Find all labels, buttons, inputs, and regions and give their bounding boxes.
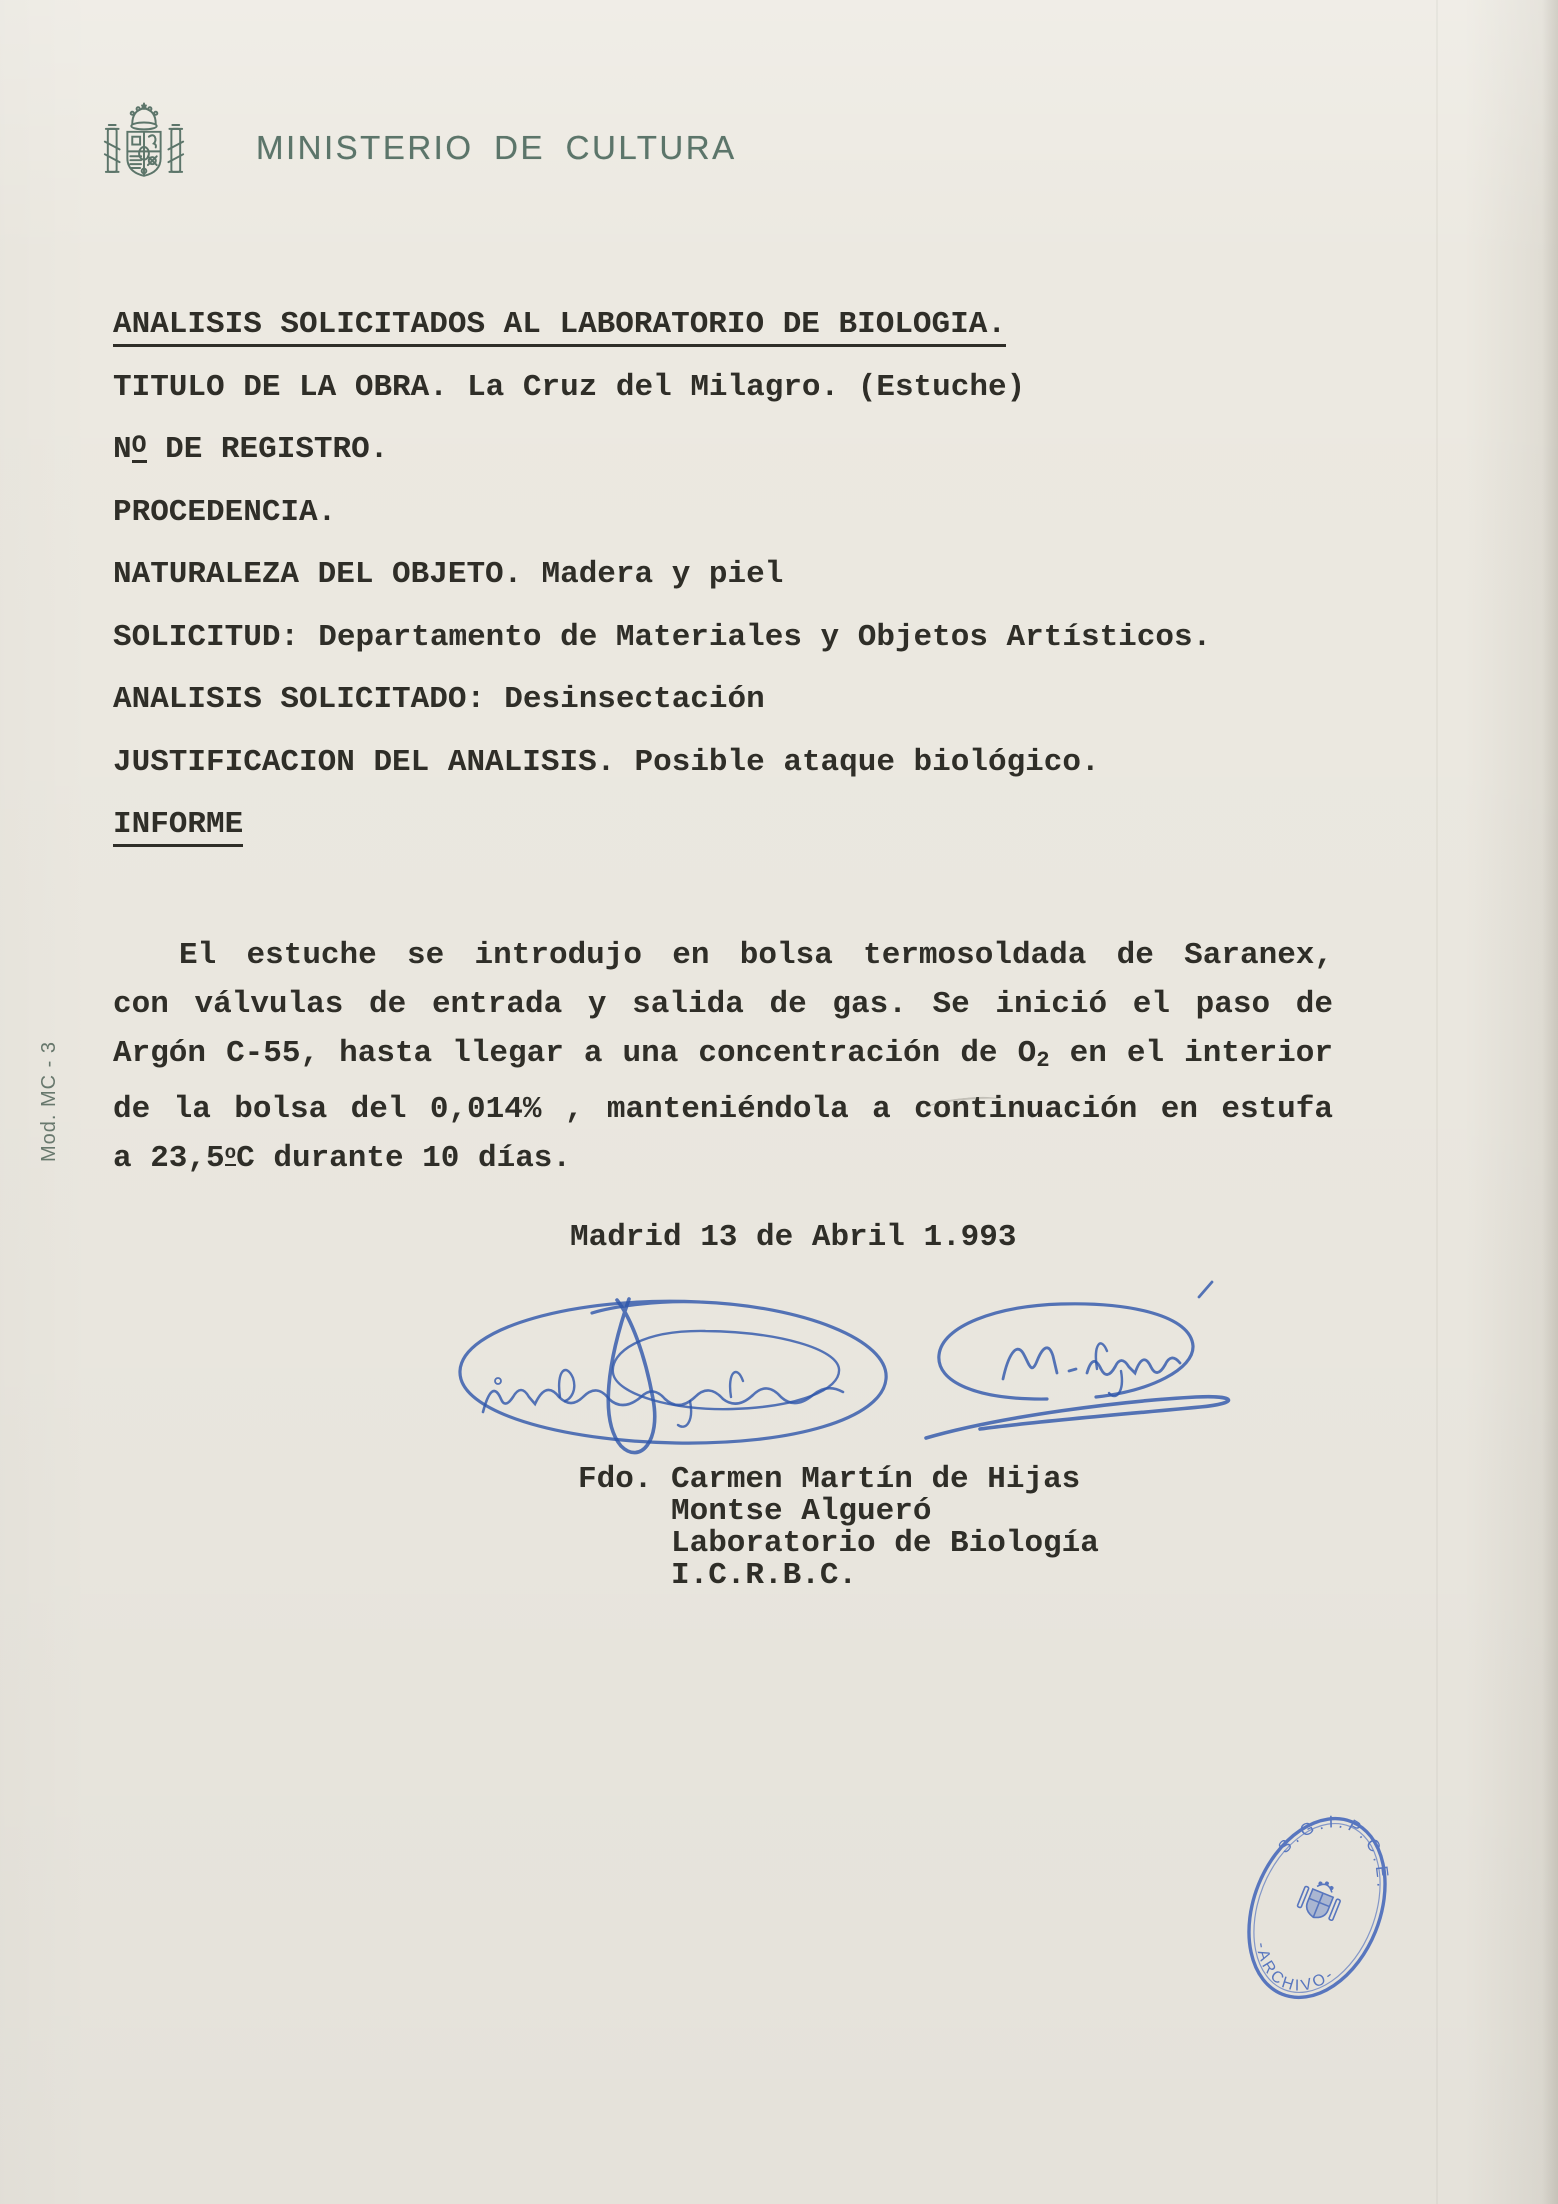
form-title: ANALISIS SOLICITADOS AL LABORATORIO DE BIOLOGIA. [113,307,1006,347]
field-label: NATURALEZA DEL OBJETO. [113,557,523,592]
report-line-text: C durante 10 días. [236,1140,572,1176]
field-label: SOLICITUD: [113,619,300,655]
signed-by-line: I.C.R.B.C. [671,1558,858,1593]
field-label: DE REGISTRO. [146,432,389,467]
report-paragraph [113,931,1333,1183]
field-label: JUSTIFICACION DEL ANALISIS. [113,744,616,780]
ordinal-mark: O [132,432,147,463]
field-value: Madera y piel [541,557,784,592]
report-line-text: a 23,5 [113,1140,225,1176]
field-row-procedencia [113,482,1211,545]
field-row-solicitud [113,607,1211,670]
field-value: Desinsectación [504,682,765,717]
field-row-registro [113,419,1211,482]
field-value: La Cruz del Milagro. (Estuche) [467,369,1026,405]
paper-crease-line [1436,0,1438,2204]
signature-m-alguero [926,1282,1228,1438]
report-line: El estuche se introdujo en bolsa termosoldada de Saranex, [179,938,1333,973]
field-row-naturaleza [113,544,1211,607]
signed-by-block [578,1464,1099,1592]
informe-heading: INFORME [113,807,243,847]
handwritten-signatures [430,1270,1310,1460]
field-row-justificacion [113,732,1211,795]
field-value: Departamento de Materiales y Objetos Artísticos. [318,619,1212,655]
report-line: de la bolsa del 0,014% , manteniéndola a continuación en estufa [113,1091,1333,1127]
degree-ordinal-mark: o [224,1142,237,1165]
form-title-line [113,294,1211,357]
field-label: TITULO DE LA OBRA. [113,369,448,405]
ministry-title: MINISTERIO DE CULTURA [256,129,737,166]
field-label: ANALISIS SOLICITADO: [113,682,486,717]
report-line [113,1134,1333,1183]
report-line: con válvulas de entrada y salida de gas. Se inició el paso de [113,987,1333,1022]
field-row-titulo [113,357,1211,420]
scan-edge-shadow [1542,0,1558,2204]
field-label: N [113,432,132,467]
signed-by-line: Montse Algueró [671,1494,932,1529]
field-value: Posible ataque biológico. [634,744,1100,780]
report-line-text: en el interior [1049,1036,1333,1071]
form-model-note: Mod. MC - 3 [38,1040,60,1162]
stamp-coat-of-arms-icon [1296,1875,1345,1924]
signature-carmen-martin-de-hijas [460,1299,886,1453]
field-row-analisis-solicitado [113,669,1211,732]
ministry-coat-of-arms-icon [100,98,188,194]
report-line-text: Argón C-55, hasta llegar a una concentración de O [113,1036,1037,1071]
date-line: Madrid 13 de Abril 1.993 [570,1220,1017,1255]
stamp-top-text: S.G.I.P.C.E. [1274,1812,1393,1892]
svg-text:S.G.I.P.C.E. [1271,1798,1402,1898]
signed-by-line: Fdo. Carmen Martín de Hijas [578,1462,1081,1497]
analysis-form [113,294,1211,857]
report-line [113,1029,1333,1085]
stamp-bottom-text: -ARCHIVO- [1252,1941,1339,1995]
informe-heading-line [113,794,1211,857]
archive-ink-stamp [1232,1798,1402,2018]
field-label: PROCEDENCIA. [113,494,337,530]
subscript-2: 2 [1036,1046,1050,1073]
signed-by-line: Laboratorio de Biología [671,1526,1099,1561]
